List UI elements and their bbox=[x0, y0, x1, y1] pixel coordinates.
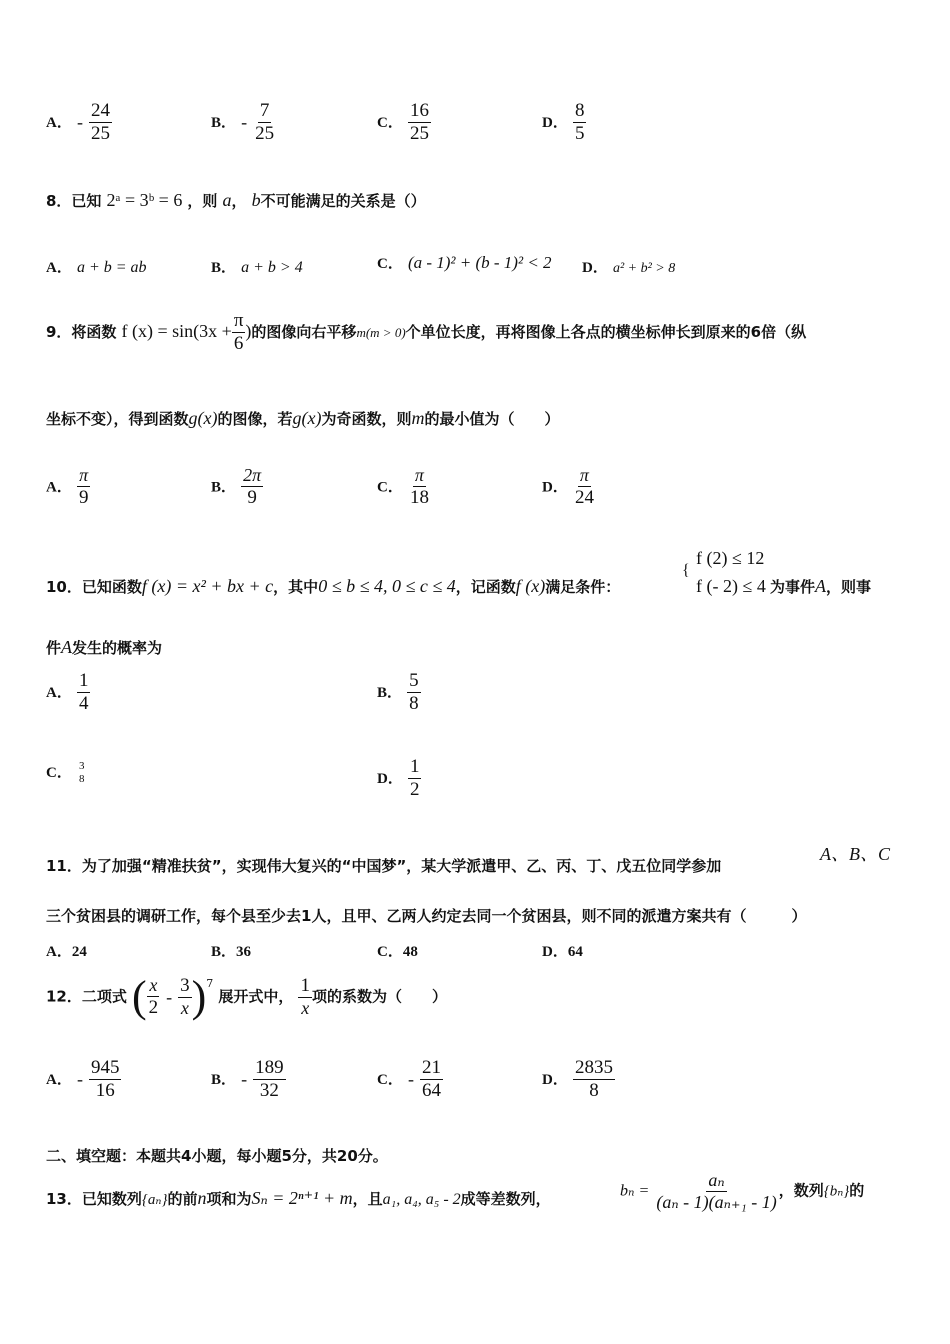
q9-prefix: 9．将函数 bbox=[46, 322, 117, 341]
q13-prefix: 13．已知数列 bbox=[46, 1190, 142, 1208]
fraction bbox=[408, 756, 422, 801]
q10-stem-line1 bbox=[46, 576, 620, 597]
q9-option-b[interactable] bbox=[211, 465, 263, 509]
fraction bbox=[89, 100, 112, 145]
q9-line2-c: 为奇函数，则 bbox=[321, 410, 412, 428]
denominator: 2 bbox=[409, 778, 420, 800]
denominator: 16 bbox=[95, 1079, 115, 1101]
numerator: π bbox=[579, 465, 589, 485]
q10-range: 0 ≤ b ≤ 4, 0 ≤ c ≤ 4 bbox=[318, 576, 456, 596]
option-expr: a² + b² > 8 bbox=[612, 261, 676, 276]
option-expr: (a - 1)² + (b - 1)² < 2 bbox=[407, 253, 552, 272]
q10-fx: f (x) bbox=[515, 576, 546, 596]
event-a: A bbox=[815, 576, 827, 596]
option-label: C． bbox=[377, 479, 403, 496]
fraction bbox=[420, 1057, 443, 1102]
option-label: D． bbox=[542, 1071, 568, 1088]
denominator: 9 bbox=[78, 486, 89, 508]
comma: ， bbox=[231, 192, 247, 210]
q12-option-c[interactable] bbox=[377, 1057, 443, 1102]
q10-stem-line1-end bbox=[770, 576, 871, 597]
q11-counties: A、B、C bbox=[820, 844, 890, 864]
numerator: 5 bbox=[409, 670, 419, 691]
option-label: D． bbox=[542, 114, 568, 131]
event-a: A bbox=[61, 637, 73, 657]
numerator: π bbox=[414, 465, 424, 485]
numerator: 3 bbox=[78, 760, 85, 772]
fraction bbox=[573, 465, 596, 509]
denominator: 25 bbox=[90, 122, 110, 144]
numerator: 3 bbox=[180, 975, 190, 997]
sequence-an: {aₙ} bbox=[141, 1192, 168, 1208]
numerator: 21 bbox=[421, 1057, 441, 1078]
q9-stem-line2 bbox=[46, 408, 560, 429]
q13-text5: ，数列 bbox=[778, 1181, 824, 1200]
q7-option-b[interactable] bbox=[211, 100, 276, 145]
q7-option-c[interactable] bbox=[377, 100, 431, 145]
minus-sign: - bbox=[166, 986, 173, 1007]
denominator: x bbox=[301, 998, 310, 1019]
option-label: C． bbox=[377, 1071, 403, 1088]
denominator: (aₙ - 1)(aₙ₊₁ - 1) bbox=[656, 1191, 777, 1212]
q9-option-a[interactable] bbox=[46, 465, 90, 509]
q12-option-b[interactable] bbox=[211, 1057, 286, 1102]
q9-line2-d: 的最小值为（ ） bbox=[424, 410, 560, 428]
q9-stem-line1 bbox=[46, 310, 806, 355]
func-g: g(x) bbox=[292, 408, 322, 428]
numerator: 945 bbox=[90, 1057, 120, 1078]
denominator: 8 bbox=[409, 692, 419, 714]
func-g: g(x) bbox=[188, 408, 218, 428]
denominator: 25 bbox=[255, 122, 275, 144]
denominator: 2 bbox=[148, 996, 159, 1018]
fraction bbox=[77, 670, 91, 715]
q9-option-d[interactable] bbox=[542, 465, 596, 509]
q8-suffix: 不可能满足的关系是（） bbox=[260, 192, 426, 210]
fraction bbox=[89, 1057, 122, 1102]
denominator: 18 bbox=[409, 486, 429, 508]
numerator: x bbox=[149, 975, 158, 996]
q10-option-c[interactable] bbox=[46, 760, 86, 785]
sign: - bbox=[241, 1068, 248, 1089]
var-b: b bbox=[251, 190, 261, 210]
var-a: a bbox=[222, 190, 232, 210]
denominator: 4 bbox=[78, 692, 89, 714]
q10-text5: ，则事 bbox=[826, 578, 872, 596]
q11-option-a[interactable]: A．24 bbox=[46, 944, 87, 960]
numerator: 1 bbox=[300, 975, 310, 997]
fraction bbox=[178, 975, 192, 1019]
q9-option-c[interactable] bbox=[377, 465, 431, 509]
numerator: 1 bbox=[78, 670, 89, 691]
q11-stem-line1: 11．为了加强“精准扶贫”，实现伟大复兴的“中国梦”，某大学派遣甲、乙、丙、丁、戊五位同学参加 bbox=[46, 857, 722, 875]
q8-stem bbox=[46, 190, 426, 211]
denominator: 9 bbox=[247, 486, 257, 508]
q10-text1: ，其中 bbox=[273, 578, 319, 596]
q8-option-b[interactable] bbox=[211, 256, 303, 277]
option-label: B． bbox=[377, 684, 403, 701]
option-label: D． bbox=[377, 770, 403, 787]
q13-text1: 的前 bbox=[167, 1190, 198, 1208]
sum-sn: Sₙ = 2ⁿ⁺¹ + m bbox=[251, 1188, 353, 1208]
q8-prefix: 8．已知 bbox=[46, 192, 102, 210]
q9-shift: m(m > 0) bbox=[356, 324, 406, 340]
q9-line2-a: 坐标不变），得到函数 bbox=[46, 410, 189, 428]
q9-func: f (x) = sin(3x + bbox=[121, 320, 232, 341]
bn-lhs: bₙ = bbox=[620, 1182, 650, 1200]
condition-1: f (2) ≤ 12 bbox=[696, 548, 765, 568]
fraction bbox=[298, 975, 312, 1019]
numerator: 8 bbox=[574, 100, 585, 121]
q9-func-close: ) bbox=[245, 320, 252, 341]
numerator: 189 bbox=[255, 1057, 284, 1078]
option-label: A． bbox=[46, 684, 72, 701]
denominator: x bbox=[180, 998, 189, 1019]
var-m: m bbox=[411, 408, 425, 428]
q9-text2: 个单位长度，再将图像上各点的横坐标伸长到原来的6倍（纵 bbox=[405, 322, 807, 341]
fraction bbox=[253, 100, 276, 145]
option-label: D． bbox=[542, 479, 568, 496]
fraction bbox=[77, 465, 91, 509]
option-expr: a + b = ab bbox=[76, 259, 147, 276]
denominator: 64 bbox=[421, 1079, 441, 1101]
q8-condition: 2ᵃ = 3ᵇ = 6 bbox=[106, 190, 183, 210]
var-n: n bbox=[197, 1188, 207, 1208]
q7-option-a[interactable] bbox=[46, 100, 112, 145]
q10-text4: 为事件 bbox=[770, 578, 816, 596]
fraction bbox=[241, 465, 263, 509]
option-label: A． bbox=[46, 260, 72, 276]
q8-option-c[interactable] bbox=[377, 252, 552, 273]
q8-mid: ，则 bbox=[187, 192, 218, 210]
q12-text2: 项的系数为（ ） bbox=[311, 987, 447, 1006]
numerator: 2835 bbox=[574, 1057, 613, 1078]
fraction bbox=[407, 670, 421, 715]
q10-stem-line2 bbox=[46, 637, 162, 658]
q12-option-d[interactable] bbox=[542, 1057, 615, 1102]
q9-pi-fraction bbox=[232, 310, 246, 355]
exponent: 7 bbox=[206, 977, 214, 990]
q11-option-b[interactable]: B．36 bbox=[211, 944, 252, 960]
denominator: 8 bbox=[78, 772, 85, 785]
denominator: 32 bbox=[259, 1079, 279, 1101]
left-brace: { bbox=[682, 562, 690, 579]
q10-line2-a: 件 bbox=[46, 639, 62, 657]
q12-text1: 展开式中， bbox=[218, 987, 294, 1006]
sign: - bbox=[241, 111, 248, 132]
q13-text3: ，且 bbox=[352, 1190, 383, 1208]
q12-option-a[interactable] bbox=[46, 1057, 121, 1102]
condition-2: f (- 2) ≤ 4 bbox=[696, 576, 766, 596]
q10-option-a[interactable] bbox=[46, 670, 90, 715]
option-label: C． bbox=[377, 256, 403, 272]
fraction bbox=[408, 465, 431, 509]
binomial-expression bbox=[131, 972, 214, 1021]
denominator: 24 bbox=[574, 486, 594, 508]
q13-text4: 成等差数列， bbox=[460, 1190, 551, 1208]
option-label: B． bbox=[211, 479, 237, 496]
option-label: C． bbox=[46, 765, 72, 782]
left-paren: ( bbox=[131, 972, 147, 1021]
denominator: 6 bbox=[233, 332, 244, 354]
sign: - bbox=[76, 111, 83, 132]
q9-line2-b: 的图像，若 bbox=[217, 410, 293, 428]
q12-stem bbox=[46, 972, 447, 1021]
terms: a₁, a₄, a₅ - 2 bbox=[382, 1191, 461, 1208]
option-label: A． bbox=[46, 114, 72, 131]
numerator: 7 bbox=[259, 100, 270, 121]
q10-text2: ，记函数 bbox=[455, 578, 516, 596]
fraction bbox=[77, 760, 87, 785]
denominator: 5 bbox=[574, 122, 585, 144]
option-label: C． bbox=[377, 114, 403, 131]
option-label: B． bbox=[211, 260, 237, 276]
q10-option-b[interactable] bbox=[377, 670, 421, 715]
fraction bbox=[147, 975, 161, 1019]
q7-option-d[interactable] bbox=[542, 100, 586, 145]
q10-func: f (x) = x² + bx + c bbox=[141, 576, 274, 596]
numerator: π bbox=[233, 310, 244, 331]
sign: - bbox=[407, 1068, 414, 1089]
q10-text3: 满足条件： bbox=[545, 578, 621, 596]
q13-stem bbox=[46, 1188, 551, 1209]
option-expr: a + b > 4 bbox=[241, 259, 303, 276]
fraction bbox=[253, 1057, 286, 1102]
numerator: 1 bbox=[409, 756, 420, 777]
section-heading: 二、填空题：本题共4小题，每小题5分，共20分。 bbox=[46, 1147, 388, 1165]
fraction bbox=[408, 100, 431, 145]
q13-text6: 的 bbox=[849, 1181, 865, 1200]
denominator: 25 bbox=[409, 122, 429, 144]
fraction bbox=[573, 100, 587, 145]
numerator: 16 bbox=[409, 100, 429, 121]
q13-bn-formula bbox=[620, 1170, 864, 1212]
numerator: aₙ bbox=[708, 1170, 725, 1190]
q11-stem-line2: 三个贫困县的调研工作，每个县至少去1人，且甲、乙两人约定去同一个贫困县，则不同的派遣方案共有（ ） bbox=[46, 907, 807, 925]
option-label: A． bbox=[46, 479, 72, 496]
option-label: B． bbox=[211, 114, 237, 131]
q9-text1: 的图像向右平移 bbox=[251, 322, 357, 341]
sequence-bn: {bₙ} bbox=[823, 1183, 850, 1200]
q11-option-c[interactable]: C．48 bbox=[377, 944, 418, 960]
numerator: 24 bbox=[90, 100, 110, 121]
fraction bbox=[573, 1057, 615, 1102]
q8-option-d[interactable] bbox=[582, 256, 675, 277]
q10-prefix: 10．已知函数 bbox=[46, 578, 142, 596]
sign: - bbox=[76, 1068, 83, 1089]
option-label: A． bbox=[46, 1071, 72, 1088]
q10-line2-b: 发生的概率为 bbox=[72, 639, 163, 657]
option-label: D． bbox=[582, 260, 608, 276]
option-label: B． bbox=[211, 1071, 237, 1088]
denominator: 8 bbox=[589, 1079, 599, 1101]
q11-option-d[interactable]: D．64 bbox=[542, 944, 583, 960]
right-paren: ) bbox=[191, 972, 207, 1021]
numerator: 2π bbox=[243, 465, 262, 485]
fraction bbox=[654, 1170, 778, 1212]
q13-text2: 项和为 bbox=[206, 1190, 252, 1208]
q12-prefix: 12．二项式 bbox=[46, 987, 127, 1006]
q8-option-a[interactable] bbox=[46, 256, 147, 277]
numerator: π bbox=[79, 465, 89, 485]
q10-option-d[interactable] bbox=[377, 756, 421, 801]
